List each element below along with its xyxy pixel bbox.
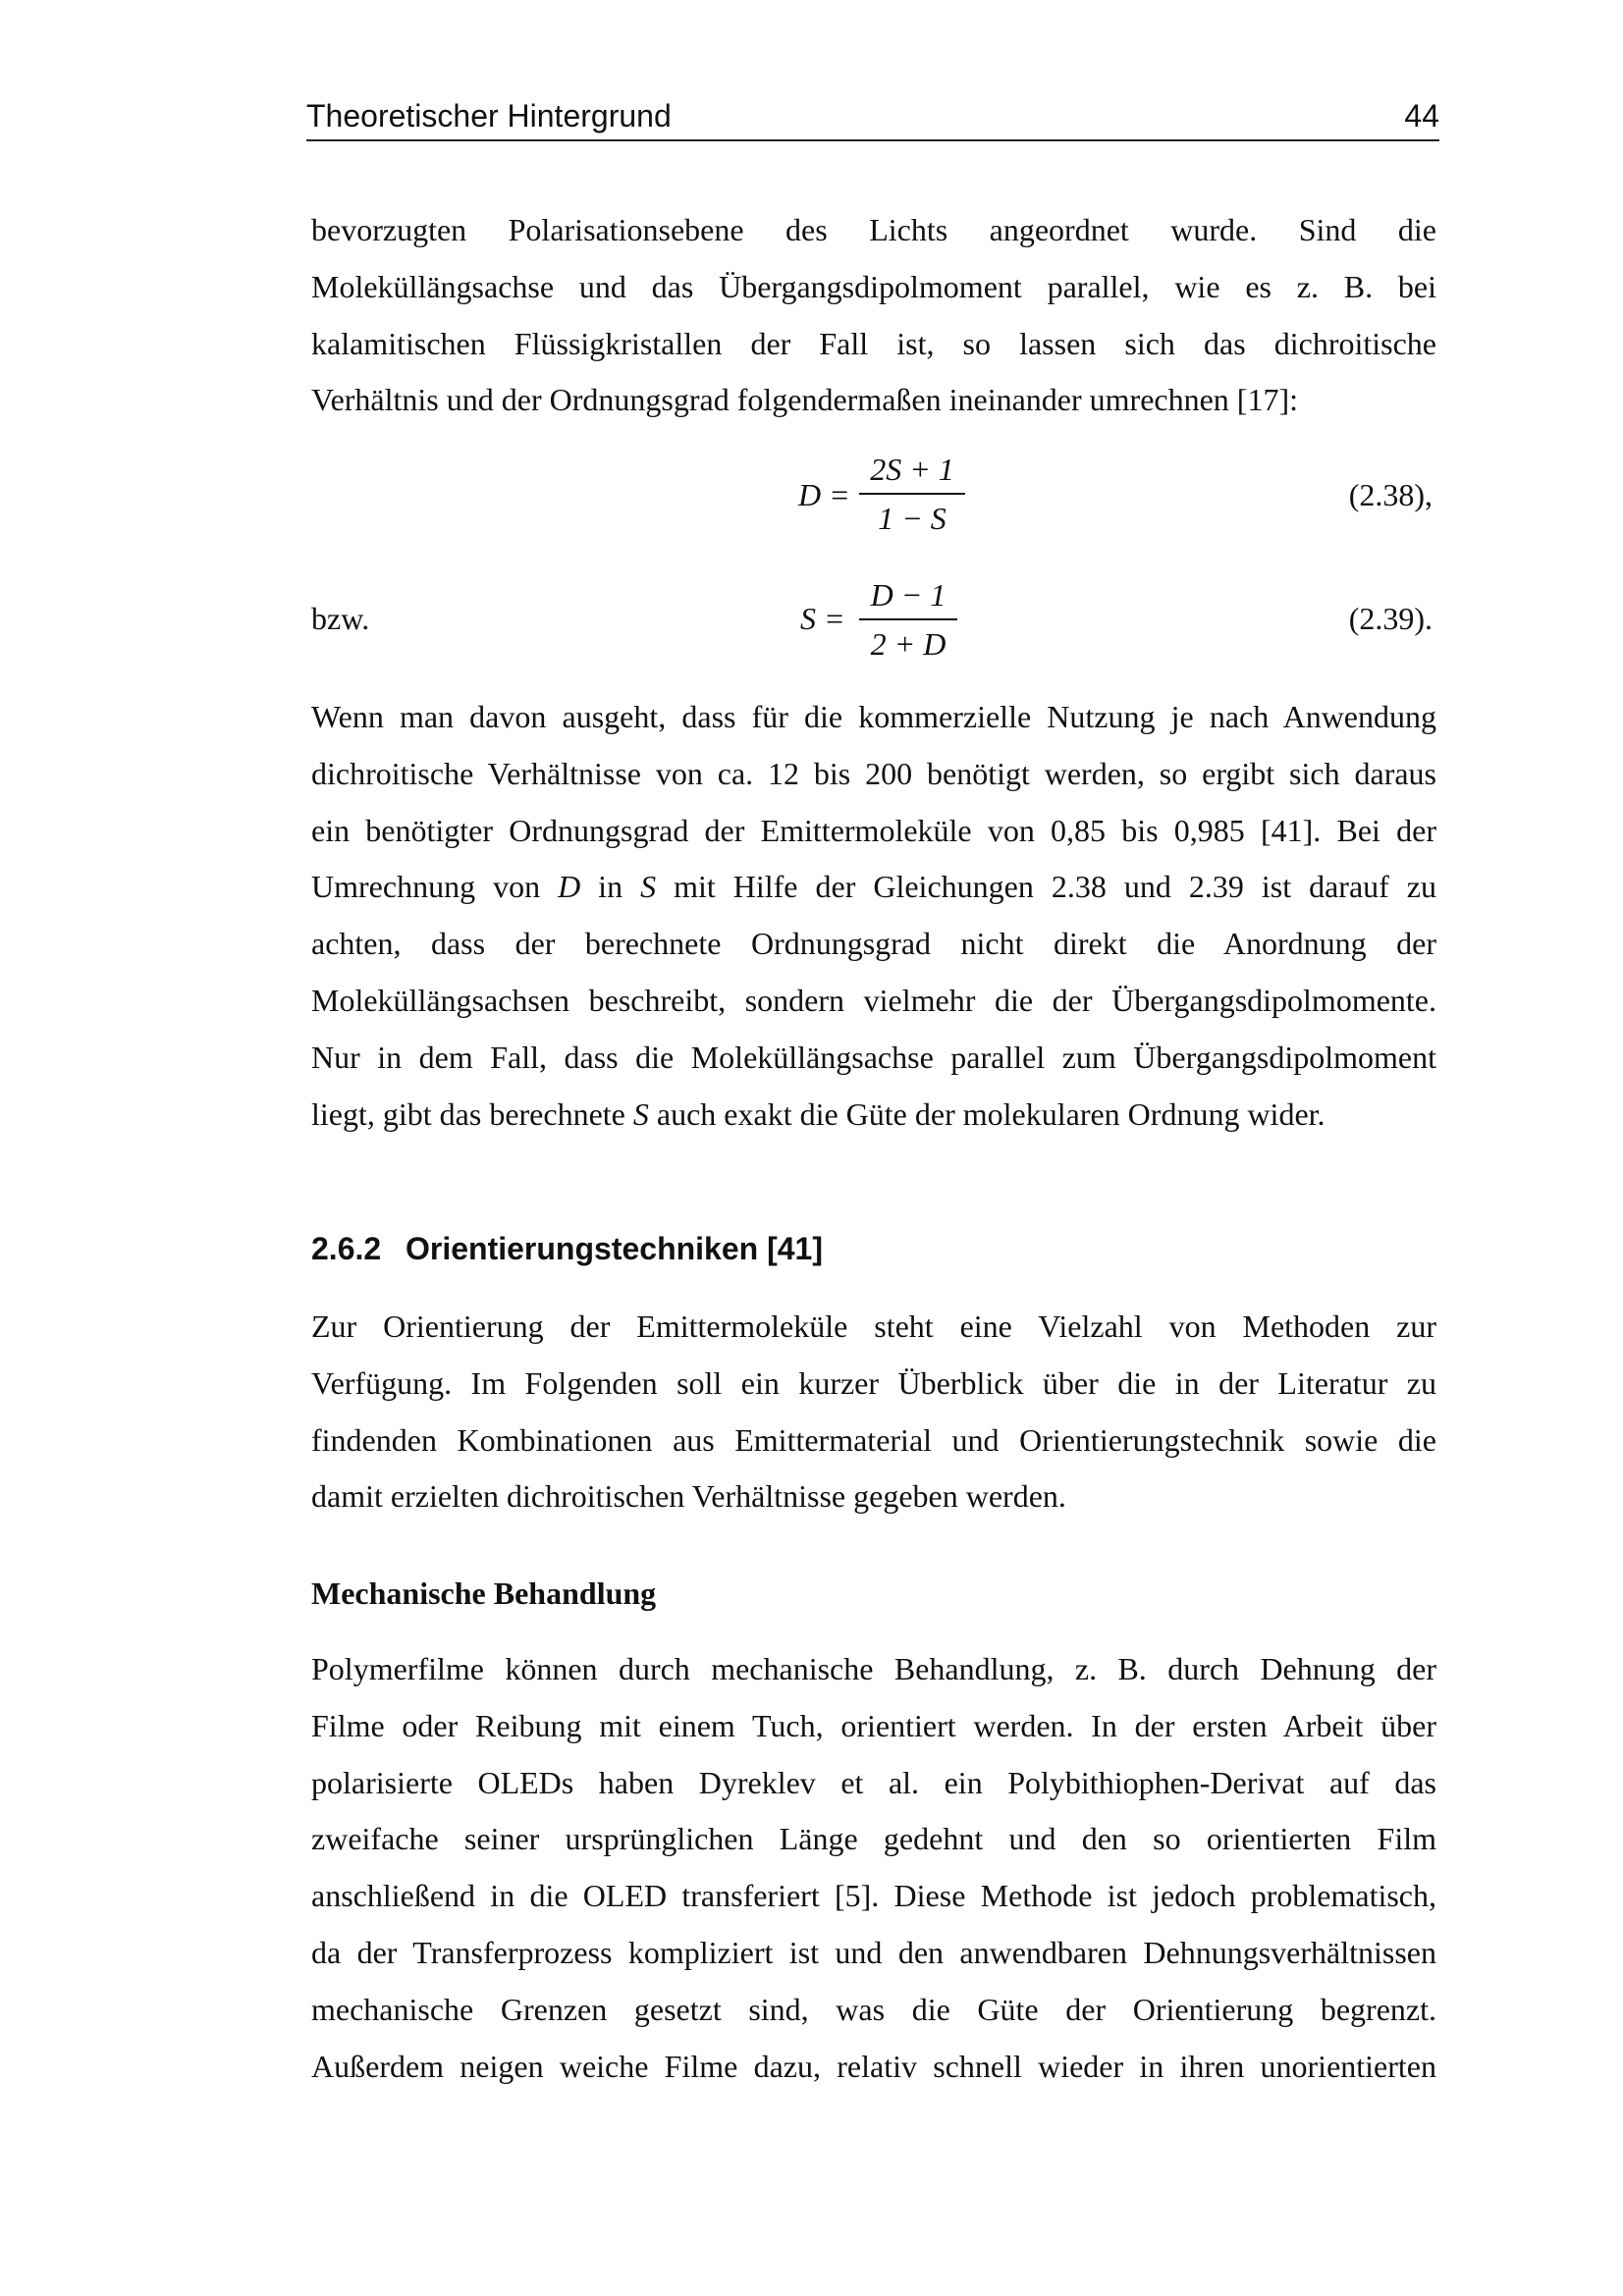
section-title: Orientierungstechniken [41]	[406, 1231, 823, 1266]
subsection-heading: Mechanische Behandlung	[311, 1575, 657, 1611]
variable-s: S	[632, 1095, 649, 1132]
text-line: Moleküllängsachsen beschreibt, sondern vielmehr die der Übergangsdipolmomente.	[311, 982, 1436, 1018]
section-number: 2.6.2	[311, 1231, 382, 1266]
variable-d: D	[558, 869, 581, 905]
text-line: Außerdem neigen weiche Filme dazu, relativ schnell wieder in ihren unorientierten	[311, 2048, 1436, 2084]
text-line: ein benötigter Ordnungsgrad der Emittermoleküle von 0,85 bis 0,985 [41]. Bei der	[311, 812, 1436, 848]
variable-s: S	[640, 869, 657, 905]
fraction-bar	[859, 618, 957, 620]
equation-prefix: bzw.	[311, 601, 370, 636]
text-line: da der Transferprozess kompliziert ist und den anwendbaren Dehnungsverhältnissen	[311, 1934, 1436, 1970]
fraction-denominator: 1 − S	[878, 501, 947, 536]
header-title: Theoretischer Hintergrund	[306, 98, 672, 133]
text-segment: Umrechnung von	[311, 869, 541, 905]
text-line: achten, dass der berechnete Ordnungsgrad nicht direkt die Anordnung der	[311, 926, 1436, 962]
page-number: 44	[1404, 98, 1439, 133]
paragraph-orientierung	[311, 1299, 1436, 1525]
text-line: Zur Orientierung der Emittermoleküle steht eine Vielzahl von Methoden zur	[311, 1308, 1436, 1344]
text-line: kalamitischen Flüssigkristallen der Fall ist, so lassen sich das dichroitische	[311, 325, 1436, 361]
running-header	[306, 94, 1439, 141]
text-line: polarisierte OLEDs haben Dyreklev et al. ein Polybithiophen-Derivat auf das	[311, 1764, 1436, 1800]
text-line: dichroitische Verhältnisse von ca. 12 bis 200 benötigt werden, so ergibt sich daraus	[311, 755, 1436, 791]
text-line: Verhältnis und der Ordnungsgrad folgendermaßen ineinander umrechnen [17]:	[311, 382, 1298, 418]
text-line: mechanische Grenzen gesetzt sind, was die Güte der Orientierung begrenzt.	[311, 1991, 1436, 2027]
equation-number: (2.39).	[1348, 601, 1433, 636]
equation-2-38	[311, 450, 1436, 548]
text-segment: liegt, gibt das berechnete	[311, 1095, 625, 1132]
paragraph-ordnungsgrad	[311, 689, 1436, 1143]
text-line: Wenn man davon ausgeht, dass für die kommerzielle Nutzung je nach Anwendung	[311, 699, 1436, 734]
text-segment: mit Hilfe der Gleichungen 2.38 und 2.39 ist darauf zu	[674, 869, 1436, 905]
intro-paragraph	[311, 202, 1436, 429]
text-line: Filme oder Reibung mit einem Tuch, orientiert werden. In der ersten Arbeit über	[311, 1707, 1436, 1743]
text-line: bevorzugten Polarisationsebene des Lichts angeordnet wurde. Sind die	[311, 212, 1436, 247]
equation-lhs: D =	[798, 477, 850, 512]
fraction-bar	[859, 493, 965, 495]
equation-2-39	[311, 575, 1436, 673]
text-line: Polymerfilme können durch mechanische Behandlung, z. B. durch Dehnung der	[311, 1651, 1436, 1686]
fraction-numerator: 2S + 1	[870, 452, 954, 487]
equation-fraction	[859, 575, 957, 664]
text-line: findenden Kombinationen aus Emittermaterial und Orientierungstechnik sowie die	[311, 1421, 1436, 1458]
section-heading	[311, 1231, 823, 1267]
equation-fraction	[859, 450, 965, 538]
text-line: Moleküllängsachse und das Übergangsdipolmoment parallel, wie es z. B. bei	[311, 268, 1436, 304]
text-line: anschließend in die OLED transferiert [5]. Diese Methode ist jedoch problematisch,	[311, 1878, 1436, 1914]
equation-lhs: S =	[800, 601, 845, 636]
text-segment: auch exakt die Güte der molekularen Ordnung wider.	[656, 1095, 1325, 1132]
fraction-numerator: D − 1	[870, 577, 947, 613]
paragraph-mechanische-behandlung	[311, 1641, 1436, 2095]
fraction-denominator: 2 + D	[870, 626, 947, 662]
text-line: Verfügung. Im Folgenden soll ein kurzer Überblick über die in der Literatur zu	[311, 1364, 1436, 1401]
text-line-with-variables	[311, 859, 1436, 916]
text-line: Nur in dem Fall, dass die Moleküllängsachse parallel zum Übergangsdipolmoment	[311, 1039, 1436, 1075]
text-line: damit erzielten dichroitischen Verhältnisse gegeben werden.	[311, 1478, 1066, 1515]
text-segment: in	[598, 869, 623, 905]
text-line-with-variables	[311, 1087, 1436, 1144]
equation-number: (2.38),	[1348, 477, 1433, 512]
text-line: zweifache seiner ursprünglichen Länge gedehnt und den so orientierten Film	[311, 1821, 1436, 1857]
